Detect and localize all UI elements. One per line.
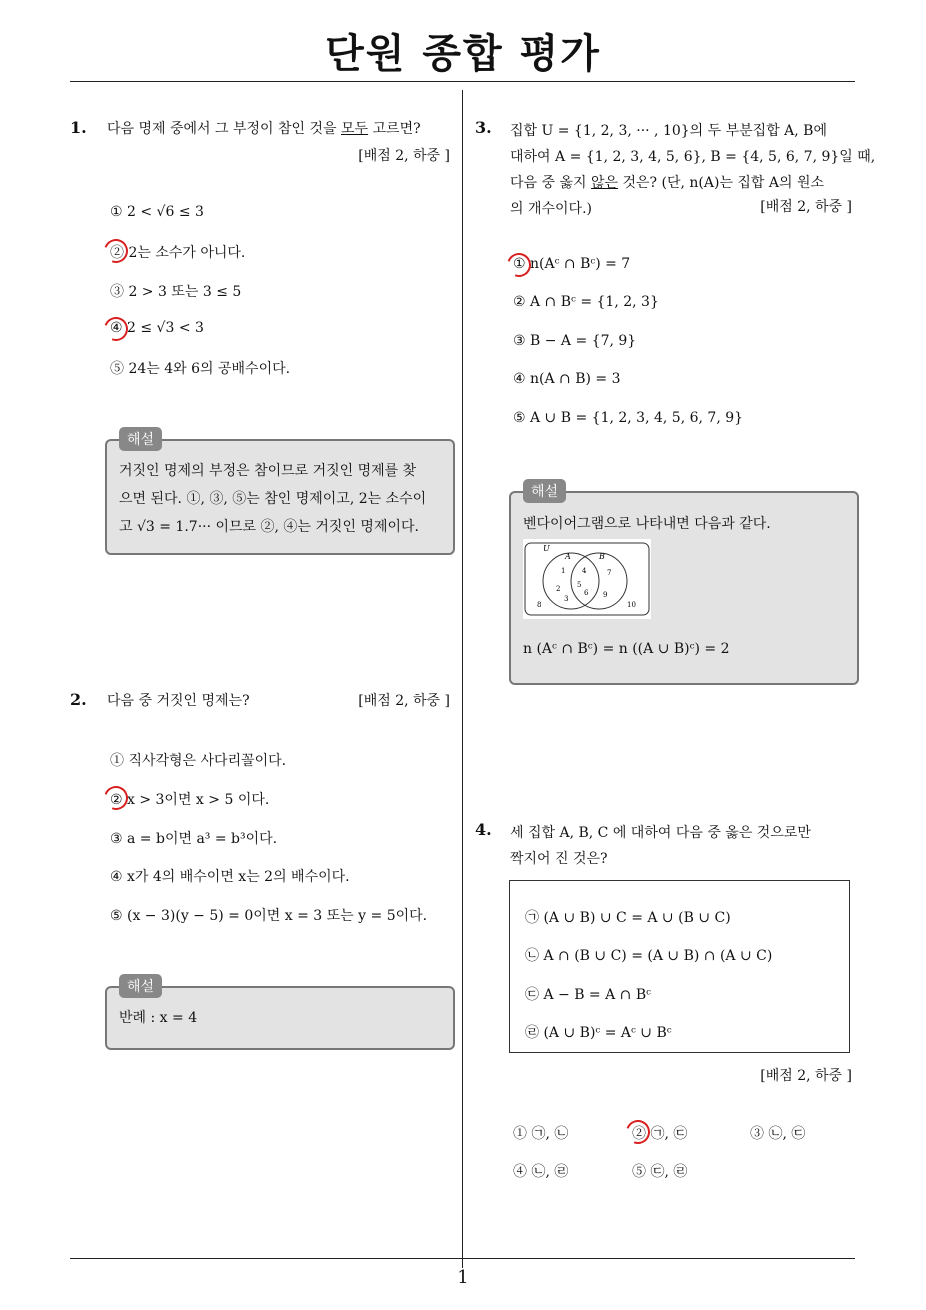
- venn-num: 7: [607, 569, 612, 577]
- q1-number: 1.: [70, 118, 87, 137]
- q2-answer-mark: [100, 782, 132, 814]
- q1-score: [배점 2, 하중 ]: [358, 148, 450, 164]
- q1-answer-mark: [100, 235, 132, 267]
- venn-num: 3: [564, 595, 569, 603]
- q1-option-2[interactable]: ② 2는 소수가 아니다.: [110, 245, 246, 261]
- venn-label-u: U: [543, 544, 550, 553]
- page-number: 1: [457, 1267, 469, 1288]
- q4-statement-4: ㉣ (A ∪ B)ᶜ = Aᶜ ∪ Bᶜ: [525, 1025, 672, 1041]
- q2-option-4[interactable]: ④ x가 4의 배수이면 x는 2의 배수이다.: [110, 869, 350, 885]
- q2-text: 다음 중 거짓인 명제는?: [107, 693, 250, 709]
- q1-answer-mark: [100, 313, 132, 345]
- q2-option-3[interactable]: ③ a = b이면 a³ = b³이다.: [110, 831, 278, 847]
- q3-number: 3.: [475, 118, 492, 137]
- q1-option-1[interactable]: ① 2 < √6 ≤ 3: [110, 204, 204, 220]
- q3-option-2[interactable]: ② A ∩ Bᶜ = {1, 2, 3}: [513, 294, 659, 310]
- q4-statement-1: ㉠ (A ∪ B) ∪ C = A ∪ (B ∪ C): [525, 910, 731, 926]
- q1-text: 다음 명제 중에서 그 부정이 참인 것을 모두 고르면?: [107, 121, 421, 137]
- venn-num: 2: [556, 585, 561, 593]
- q3-explanation-formula: n (Aᶜ ∩ Bᶜ) = n ((A ∪ B)ᶜ) = 2: [523, 641, 730, 657]
- q2-option-2[interactable]: ② x > 3이면 x > 5 이다.: [110, 792, 270, 808]
- explanation-tag: 해설: [119, 974, 162, 998]
- q3-explanation-text: 벤다이어그램으로 나타내면 다음과 같다.: [523, 516, 771, 532]
- venn-num: 9: [603, 591, 608, 599]
- explanation-tag: 해설: [523, 479, 566, 503]
- q4-option-4[interactable]: ④ ㉡, ㉣: [513, 1164, 569, 1180]
- q2-score: [배점 2, 하중 ]: [358, 693, 450, 709]
- q3-text: 집합 U = {1, 2, 3, ··· , 10}의 두 부분집합 A, B에 대하여 A = {1, 2, 3, 4, 5, 6}, B = {4, 5, 6, 7, 9}일 때, 다음 중 옳지 않은 것은? (단, n(A)는 집합 A의 원소 의 개수이다.): [510, 123, 876, 217]
- q4-option-1[interactable]: ① ㉠, ㉡: [513, 1126, 569, 1142]
- venn-num: 5: [577, 581, 582, 589]
- venn-label-b: B: [599, 552, 605, 561]
- q3-option-5[interactable]: ⑤ A ∪ B = {1, 2, 3, 4, 5, 6, 7, 9}: [513, 410, 744, 426]
- q4-option-5[interactable]: ⑤ ㉢, ㉣: [632, 1164, 688, 1180]
- q3-answer-mark: [503, 249, 535, 281]
- venn-num: 1: [561, 567, 566, 575]
- q1-option-4[interactable]: ④ 2 ≤ √3 < 3: [110, 320, 204, 336]
- q4-answer-mark: [622, 1116, 654, 1148]
- q3-option-4[interactable]: ④ n(A ∩ B) = 3: [513, 371, 621, 387]
- venn-label-a: A: [565, 552, 571, 561]
- q4-statement-2: ㉡ A ∩ (B ∪ C) = (A ∪ B) ∩ (A ∪ C): [525, 948, 773, 964]
- q3-option-3[interactable]: ③ B − A = {7, 9}: [513, 333, 637, 349]
- q3-option-1[interactable]: ① n(Aᶜ ∩ Bᶜ) = 7: [513, 256, 631, 272]
- explanation-tag: 해설: [119, 427, 162, 451]
- q1-explanation-box: [105, 432, 455, 555]
- venn-diagram: [523, 539, 651, 619]
- q2-option-1[interactable]: ① 직사각형은 사다리꼴이다.: [110, 753, 287, 769]
- q1-explanation-text: 거짓인 명제의 부정은 참이므로 거짓인 명제를 찾 으면 된다. ①, ③, ⑤는 참인 명제이고, 2는 소수이 고 √3 = 1.7··· 이므로 ②, ④는 거짓인 명제이다.: [119, 463, 427, 535]
- venn-num: 10: [627, 601, 636, 609]
- q1-option-3[interactable]: ③ 2 > 3 또는 3 ≤ 5: [110, 284, 242, 300]
- title-rule: [70, 81, 855, 82]
- q4-statement-box: [509, 880, 850, 1053]
- q4-number: 4.: [475, 820, 492, 839]
- q4-text: 세 집합 A, B, C 에 대하여 다음 중 옳은 것으로만 짝지어 진 것은?: [510, 825, 811, 867]
- column-divider: [462, 90, 463, 1268]
- q2-explanation-box: [105, 979, 455, 1050]
- q3-explanation-box: [509, 484, 859, 685]
- q4-statement-3: ㉢ A − B = A ∩ Bᶜ: [525, 987, 651, 1003]
- q3-score: [배점 2, 하중 ]: [760, 199, 852, 215]
- q4-option-3[interactable]: ③ ㉡, ㉢: [750, 1126, 806, 1142]
- q2-option-5[interactable]: ⑤ (x − 3)(y − 5) = 0이면 x = 3 또는 y = 5이다.: [110, 908, 428, 924]
- q4-option-2[interactable]: ② ㉠, ㉢: [632, 1126, 688, 1142]
- venn-num: 8: [537, 601, 542, 609]
- q1-option-5[interactable]: ⑤ 24는 4와 6의 공배수이다.: [110, 361, 291, 377]
- q2-explanation-text: 반례 : x = 4: [119, 1010, 198, 1026]
- q4-score: [배점 2, 하중 ]: [760, 1068, 852, 1084]
- venn-num: 6: [584, 589, 589, 597]
- page-title: 단원 종합 평가: [325, 31, 601, 77]
- venn-num: 4: [582, 567, 587, 575]
- footer-rule: [70, 1258, 855, 1259]
- q2-number: 2.: [70, 690, 87, 709]
